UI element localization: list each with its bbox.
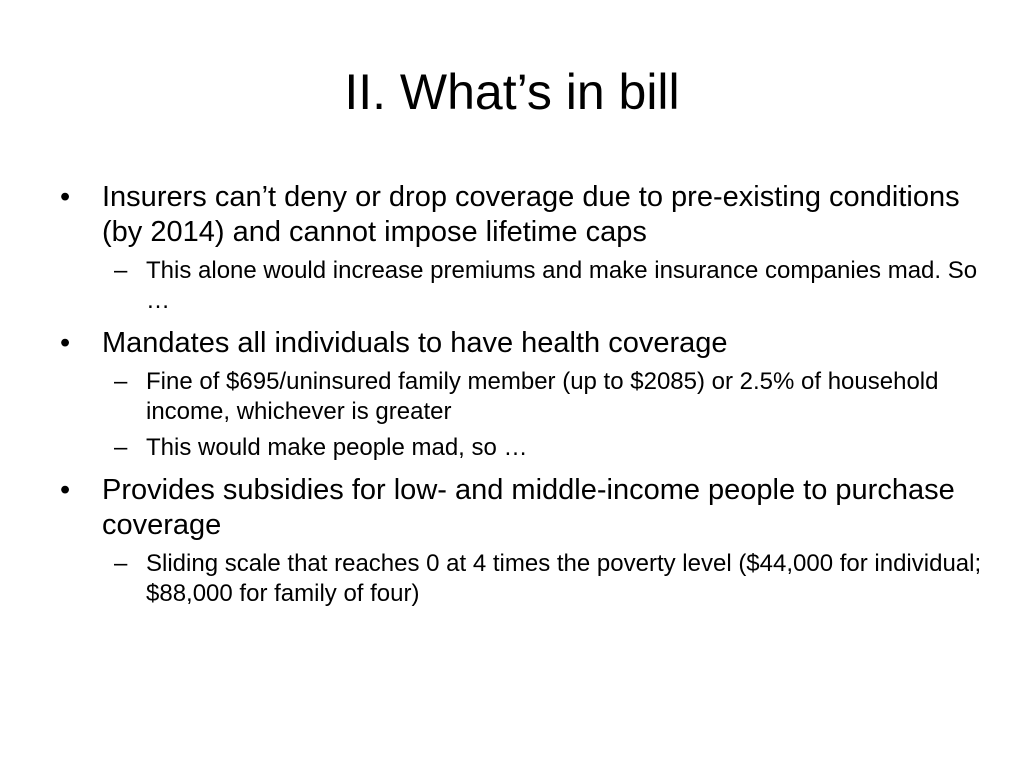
sub-bullet-text: Fine of $695/uninsured family member (up to $2085) or 2.5% of household income, whichever is greater	[146, 368, 939, 425]
sub-bullet-sliding-scale	[102, 549, 988, 609]
bullet-list	[58, 180, 988, 609]
dash-icon: –	[114, 434, 128, 461]
dash-icon: –	[114, 368, 128, 395]
sub-bullet-text: This alone would increase premiums and make insurance companies mad. So …	[146, 257, 978, 314]
bullet-icon: •	[60, 474, 71, 506]
bullet-text: Provides subsidies for low- and middle-income people to purchase coverage	[102, 474, 955, 541]
bullet-text: Insurers can’t deny or drop coverage due to pre-existing conditions (by 2014) and cannot impose lifetime caps	[102, 181, 960, 248]
sub-bullet-text: Sliding scale that reaches 0 at 4 times the poverty level ($44,000 for individual; $88,000 for family of four)	[146, 550, 982, 607]
bullet-item-insurers	[58, 180, 988, 250]
sub-bullet-fine	[102, 367, 988, 427]
bullet-icon: •	[60, 327, 71, 359]
bullet-item-mandates	[58, 326, 988, 361]
dash-icon: –	[114, 257, 128, 284]
bullet-text: Mandates all individuals to have health coverage	[102, 327, 728, 359]
sub-bullet-people-mad	[102, 433, 988, 463]
bullet-item-subsidies	[58, 473, 988, 543]
dash-icon: –	[114, 550, 128, 577]
bullet-icon: •	[60, 181, 71, 213]
sub-bullet-text: This would make people mad, so …	[146, 434, 528, 461]
sub-bullet-premiums	[102, 256, 988, 316]
slide-title: II. What’s in bill	[344, 64, 680, 120]
